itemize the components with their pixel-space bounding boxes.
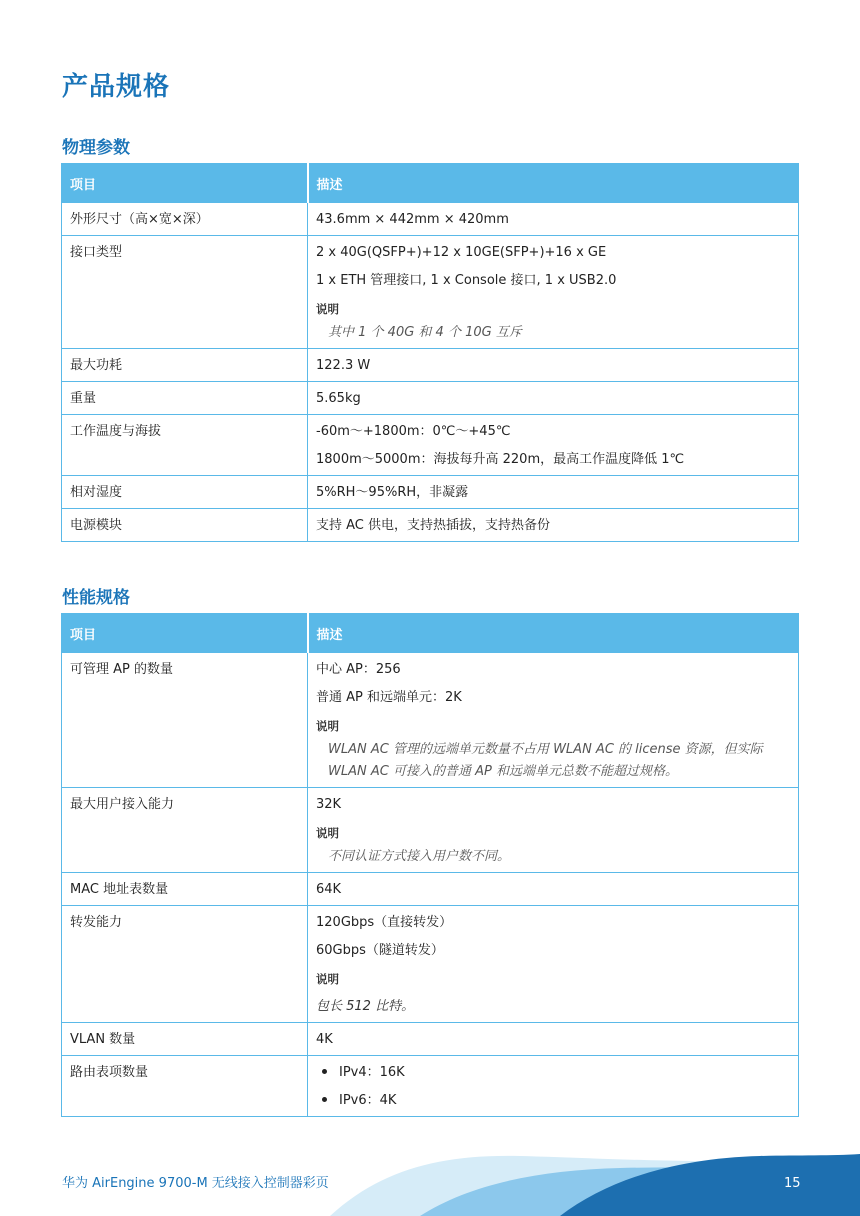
row-desc — [308, 1056, 799, 1117]
note-label: 说明 — [316, 826, 339, 840]
row-desc — [308, 653, 799, 788]
row-item: MAC 地址表数量 — [62, 873, 308, 906]
table-row — [62, 415, 799, 476]
column-header-desc: 描述 — [308, 614, 799, 653]
row-item: 工作温度与海拔 — [62, 415, 308, 476]
table-header-row — [62, 164, 799, 203]
note-label: 说明 — [316, 302, 339, 316]
desc-line: 1800m～5000m：海拔每升高 220m，最高工作温度降低 1℃ — [316, 452, 685, 467]
note-text: WLAN AC 管理的远端单元数量不占用 WLAN AC 的 license 资源，但实际 — [328, 742, 763, 757]
section-title-performance: 性能规格 — [62, 588, 130, 608]
desc-line: 64K — [316, 882, 342, 897]
table-row — [62, 236, 799, 349]
bullet-item: IPv6：4K — [316, 1092, 790, 1110]
desc-line: 1 x ETH 管理接口, 1 x Console 接口, 1 x USB2.0 — [316, 273, 617, 288]
row-item: VLAN 数量 — [62, 1023, 308, 1056]
desc-line: 2 x 40G(QSFP+)+12 x 10GE(SFP+)+16 x GE — [316, 245, 607, 260]
table-row — [62, 509, 799, 542]
bullet-item: IPv4：16K — [316, 1064, 790, 1082]
note-label: 说明 — [316, 719, 339, 733]
column-header-desc: 描述 — [308, 164, 799, 203]
note-text: WLAN AC 可接入的普通 AP 和远端单元总数不能超过规格。 — [328, 764, 678, 779]
section-title-physical: 物理参数 — [62, 138, 130, 158]
row-item: 最大用户接入能力 — [62, 788, 308, 873]
row-item: 路由表项数量 — [62, 1056, 308, 1117]
table-row — [62, 906, 799, 1023]
row-item: 外形尺寸（高×宽×深） — [62, 203, 308, 236]
physical-spec-table — [61, 163, 799, 542]
row-item: 电源模块 — [62, 509, 308, 542]
row-desc — [308, 236, 799, 349]
row-item: 相对湿度 — [62, 476, 308, 509]
page-title: 产品规格 — [62, 72, 171, 102]
table-row — [62, 653, 799, 788]
row-desc — [308, 1023, 799, 1056]
page-number: 15 — [784, 1176, 801, 1191]
desc-line: 122.3 W — [316, 358, 371, 373]
row-desc — [308, 476, 799, 509]
row-desc — [308, 906, 799, 1023]
desc-line: 普通 AP 和远端单元：2K — [316, 690, 462, 705]
note-label: 说明 — [316, 972, 339, 986]
row-desc — [308, 203, 799, 236]
row-desc — [308, 509, 799, 542]
table-row — [62, 1056, 799, 1117]
table-header-row — [62, 614, 799, 653]
table-row — [62, 349, 799, 382]
desc-line: -60m～+1800m：0℃～+45℃ — [316, 424, 511, 439]
note-text: 其中 1 个 40G 和 4 个 10G 互斥 — [328, 325, 522, 340]
footer-document-title: 华为 AirEngine 9700-M 无线接入控制器彩页 — [62, 1176, 329, 1191]
row-item: 可管理 AP 的数量 — [62, 653, 308, 788]
row-desc — [308, 415, 799, 476]
table-row — [62, 382, 799, 415]
table-row — [62, 873, 799, 906]
desc-line: 5.65kg — [316, 391, 361, 406]
note-text: 包长 512 比特。 — [316, 999, 415, 1014]
row-desc — [308, 788, 799, 873]
desc-line: 中心 AP：256 — [316, 662, 401, 677]
table-row — [62, 476, 799, 509]
desc-line: 4K — [316, 1032, 333, 1047]
column-header-item: 项目 — [62, 164, 308, 203]
desc-line: 60Gbps（隧道转发） — [316, 943, 444, 958]
note-text: 不同认证方式接入用户数不同。 — [328, 849, 511, 864]
desc-line: 43.6mm × 442mm × 420mm — [316, 212, 509, 227]
desc-line: 32K — [316, 797, 342, 812]
row-desc — [308, 873, 799, 906]
table-row — [62, 1023, 799, 1056]
table-row — [62, 788, 799, 873]
row-item: 转发能力 — [62, 906, 308, 1023]
desc-line: 120Gbps（直接转发） — [316, 915, 453, 930]
row-desc — [308, 382, 799, 415]
desc-line: 5%RH～95%RH，非凝露 — [316, 485, 469, 500]
table-row — [62, 203, 799, 236]
performance-spec-table — [61, 613, 799, 1117]
row-item: 重量 — [62, 382, 308, 415]
row-desc — [308, 349, 799, 382]
row-item: 最大功耗 — [62, 349, 308, 382]
column-header-item: 项目 — [62, 614, 308, 653]
desc-line: 支持 AC 供电，支持热插拔，支持热备份 — [316, 518, 551, 533]
row-item: 接口类型 — [62, 236, 308, 349]
